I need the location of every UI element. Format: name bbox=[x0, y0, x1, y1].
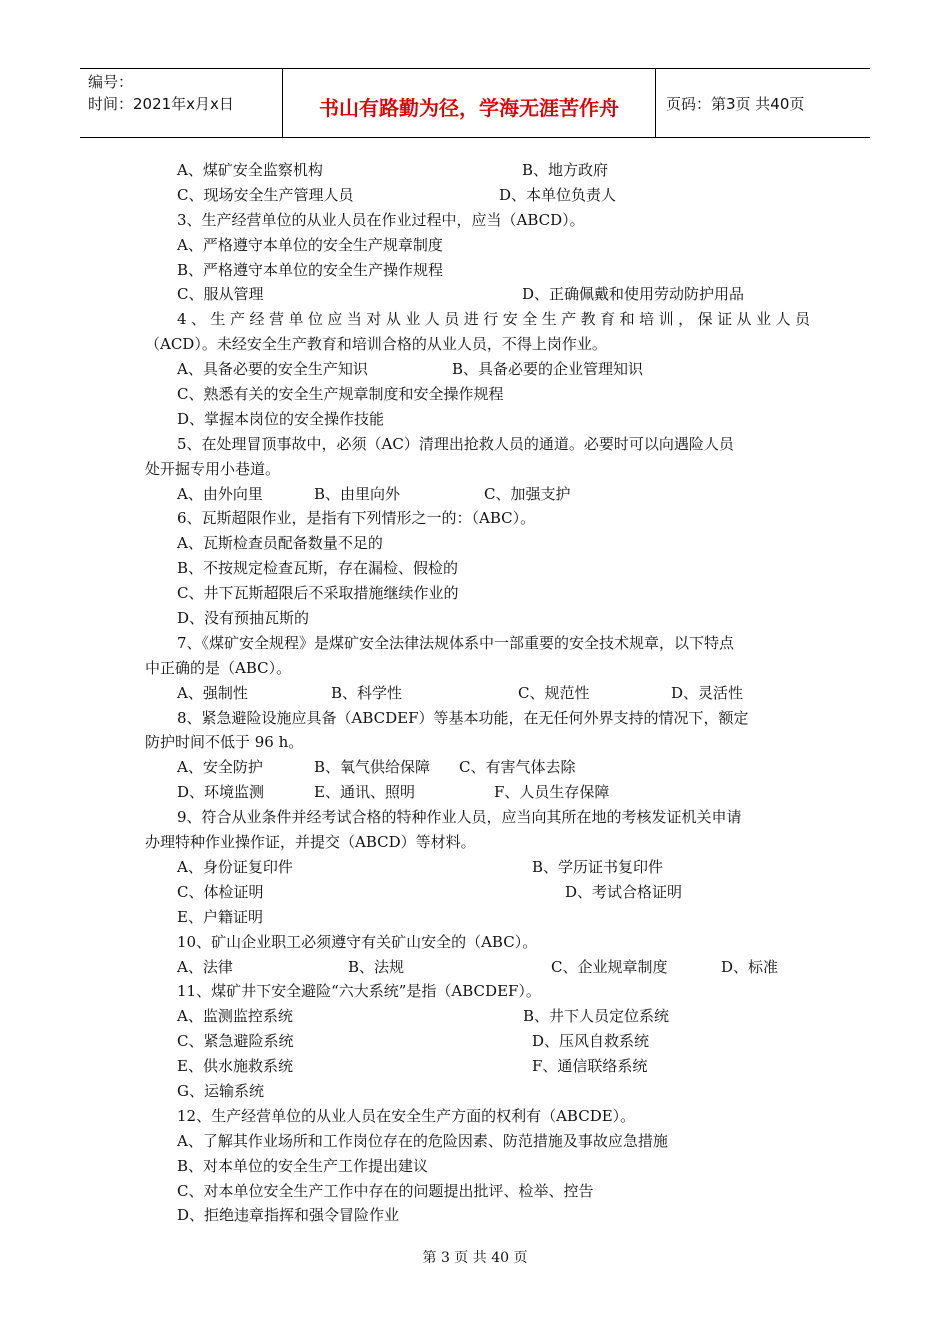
doc-date-label: 时间：2021年x月x日 bbox=[88, 95, 234, 113]
answer-option: E、供水施救系统 bbox=[177, 1057, 293, 1076]
answer-options-line bbox=[145, 880, 810, 905]
answer-options-line bbox=[145, 1004, 810, 1029]
doc-code-label: 编号： bbox=[88, 73, 134, 91]
answer-option: F、通信联络系统 bbox=[532, 1057, 648, 1076]
question-text: 10、矿山企业职工必须遵守有关矿山安全的（ABC）。 bbox=[177, 932, 538, 951]
answer-options-line bbox=[145, 581, 810, 606]
answer-option: A、强制性 bbox=[177, 683, 248, 702]
answer-option: D、标准 bbox=[721, 957, 779, 976]
answer-option: B、由里向外 bbox=[314, 484, 401, 503]
answer-option: D、环境监测 bbox=[177, 783, 265, 802]
answer-option: C、井下瓦斯超限后不采取措施继续作业的 bbox=[177, 584, 459, 603]
answer-option: C、紧急避险系统 bbox=[177, 1032, 294, 1051]
answer-option: C、对本单位安全生产工作中存在的问题提出批评、检举、控告 bbox=[177, 1181, 594, 1200]
page-header bbox=[80, 68, 870, 138]
answer-option: E、通讯、照明 bbox=[314, 783, 415, 802]
answer-options-line bbox=[145, 1029, 810, 1054]
answer-option: B、井下人员定位系统 bbox=[523, 1007, 670, 1026]
answer-options-line bbox=[145, 258, 810, 283]
answer-option: F、人员生存保障 bbox=[494, 783, 610, 802]
answer-option: C、服从管理 bbox=[177, 285, 264, 304]
answer-options-line bbox=[145, 357, 810, 382]
answer-options-line bbox=[145, 1179, 810, 1204]
question-text: 12、生产经营单位的从业人员在安全生产方面的权利有（ABCDE）。 bbox=[177, 1106, 636, 1125]
header-page-cell bbox=[656, 69, 870, 137]
question-continuation: 办理特种作业操作证，并提交（ABCD）等材料。 bbox=[145, 833, 476, 852]
answer-option: G、运输系统 bbox=[177, 1081, 264, 1100]
answer-options-line bbox=[145, 681, 810, 706]
answer-option: B、具备必要的企业管理知识 bbox=[452, 360, 644, 379]
answer-options-line bbox=[145, 482, 810, 507]
answer-options-line bbox=[145, 282, 810, 307]
answer-option: D、考试合格证明 bbox=[565, 882, 683, 901]
answer-option: D、本单位负责人 bbox=[499, 185, 617, 204]
answer-options-line bbox=[145, 955, 810, 980]
answer-options-line bbox=[145, 233, 810, 258]
answer-option: A、瓦斯检查员配备数量不足的 bbox=[177, 534, 383, 553]
answer-option: C、体检证明 bbox=[177, 882, 264, 901]
answer-option: C、规范性 bbox=[518, 683, 590, 702]
answer-option: B、对本单位的安全生产工作提出建议 bbox=[177, 1156, 429, 1175]
answer-option: A、煤矿安全监察机构 bbox=[177, 161, 323, 179]
answer-options-line bbox=[145, 1203, 810, 1228]
answer-option: D、正确佩戴和使用劳动防护用品 bbox=[522, 285, 745, 304]
answer-option: A、了解其作业场所和工作岗位存在的危险因素、防范措施及事故应急措施 bbox=[177, 1131, 668, 1150]
answer-options-line bbox=[145, 158, 810, 183]
answer-options-line bbox=[145, 531, 810, 556]
question-text: 11、煤矿井下安全避险“六大系统”是指（ABCDEF）。 bbox=[177, 982, 541, 1001]
answer-option: E、户籍证明 bbox=[177, 907, 263, 926]
header-motto-cell bbox=[283, 69, 656, 137]
header-motto: 书山有路勤为径，学海无涯苦作舟 bbox=[319, 96, 619, 120]
answer-option: A、安全防护 bbox=[177, 758, 263, 777]
answer-option: B、地方政府 bbox=[522, 161, 609, 179]
answer-option: D、压风自救系统 bbox=[532, 1032, 650, 1051]
answer-option: A、由外向里 bbox=[177, 484, 263, 503]
header-meta-cell bbox=[80, 69, 283, 137]
question-continuation: 防护时间不低于 96 h。 bbox=[145, 733, 304, 752]
answer-option: B、科学性 bbox=[331, 683, 403, 702]
answer-option: A、身份证复印件 bbox=[177, 857, 293, 876]
answer-option: D、没有预抽瓦斯的 bbox=[177, 609, 310, 628]
answer-option: D、掌握本岗位的安全操作技能 bbox=[177, 409, 385, 428]
question-text: 5、在处理冒顶事故中，必须（AC）清理出抢救人员的通道。必要时可以向遇险人员 bbox=[177, 434, 734, 453]
answer-options-line bbox=[145, 905, 810, 930]
answer-options-line bbox=[145, 755, 810, 780]
document-body bbox=[145, 158, 810, 1228]
answer-options-line bbox=[145, 780, 810, 805]
answer-option: C、企业规章制度 bbox=[551, 957, 668, 976]
answer-option: C、现场安全生产管理人员 bbox=[177, 185, 354, 204]
answer-options-line bbox=[145, 556, 810, 581]
answer-options-line bbox=[145, 855, 810, 880]
answer-option: C、熟悉有关的安全生产规章制度和安全操作规程 bbox=[177, 385, 504, 404]
answer-option: B、学历证书复印件 bbox=[532, 857, 664, 876]
question-text: 3、生产经营单位的从业人员在作业过程中，应当（ABCD）。 bbox=[177, 210, 585, 229]
question-text: 6、瓦斯超限作业，是指有下列情形之一的：（ABC）。 bbox=[177, 509, 536, 528]
question-text: 7、《煤矿安全规程》是煤矿安全法律法规体系中一部重要的安全技术规章，以下特点 bbox=[177, 633, 735, 652]
answer-options-line bbox=[145, 407, 810, 432]
question-text: 4、生产经营单位应当对从业人员进行安全生产教育和培训，保证从业人员 bbox=[177, 310, 810, 329]
answer-option: D、拒绝违章指挥和强令冒险作业 bbox=[177, 1206, 400, 1225]
answer-options-line bbox=[145, 183, 810, 208]
answer-options-line bbox=[145, 1129, 810, 1154]
page-footer: 第 3 页 共 40 页 bbox=[422, 1250, 528, 1266]
answer-option: C、有害气体去除 bbox=[459, 758, 576, 777]
answer-options-line bbox=[145, 382, 810, 407]
question-continuation: （ACD）。未经安全生产教育和培训合格的从业人员，不得上岗作业。 bbox=[145, 335, 607, 354]
answer-option: B、氧气供给保障 bbox=[314, 758, 431, 777]
answer-options-line bbox=[145, 1054, 810, 1079]
answer-option: A、具备必要的安全生产知识 bbox=[177, 360, 368, 379]
answer-option: A、法律 bbox=[177, 957, 233, 976]
question-text: 9、符合从业条件并经考试合格的特种作业人员，应当向其所在地的考核发证机关申请 bbox=[177, 808, 742, 827]
question-continuation: 中正确的是（ABC）。 bbox=[145, 658, 292, 677]
answer-option: A、监测监控系统 bbox=[177, 1007, 293, 1026]
answer-option: A、严格遵守本单位的安全生产规章制度 bbox=[177, 235, 443, 254]
answer-option: B、不按规定检查瓦斯，存在漏检、假检的 bbox=[177, 559, 459, 578]
answer-option: D、灵活性 bbox=[671, 683, 744, 702]
answer-options-line bbox=[145, 1079, 810, 1104]
question-text: 8、紧急避险设施应具备（ABCDEF）等基本功能，在无任何外界支持的情况下，额定 bbox=[177, 708, 749, 727]
answer-options-line bbox=[145, 1154, 810, 1179]
answer-option: C、加强支护 bbox=[484, 484, 571, 503]
header-page-number: 页码：第3页 共40页 bbox=[666, 95, 805, 113]
answer-option: B、法规 bbox=[348, 957, 405, 976]
question-continuation: 处开掘专用小巷道。 bbox=[145, 459, 281, 478]
answer-options-line bbox=[145, 606, 810, 631]
answer-option: B、严格遵守本单位的安全生产操作规程 bbox=[177, 260, 444, 279]
